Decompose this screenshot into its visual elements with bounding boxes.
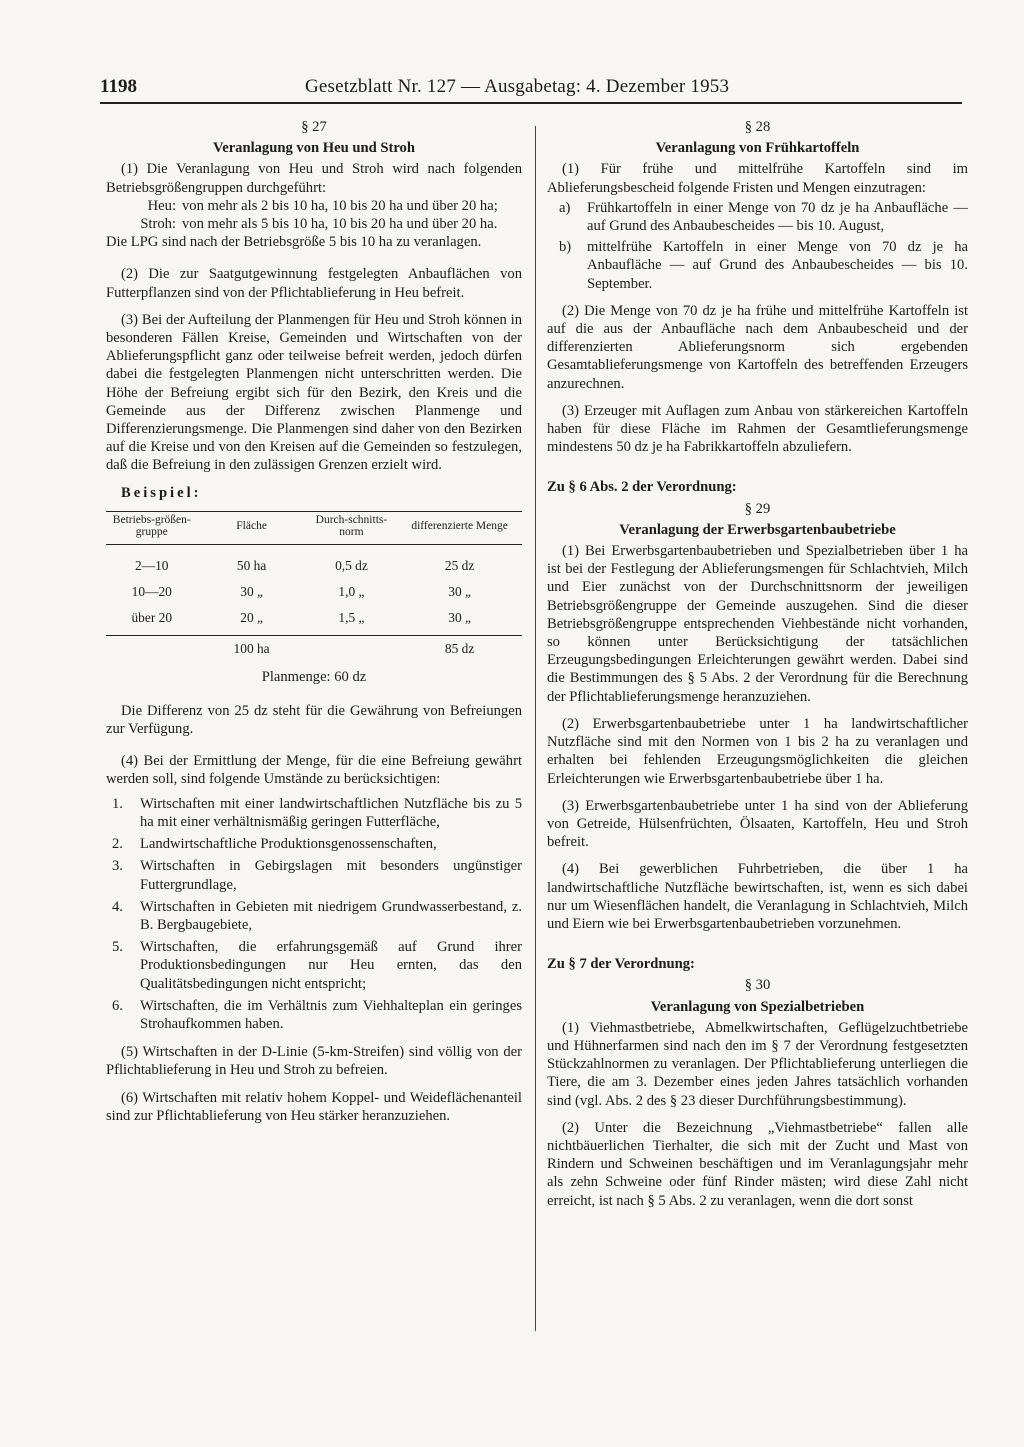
table-cell: 30 „ <box>448 584 471 600</box>
table-cell: 30 „ <box>397 606 522 636</box>
table-cell: 1,5 „ <box>306 606 398 636</box>
paragraph: (4) Bei der Ermittlung der Menge, für die eine Befreiung gewährt werden soll, sind folgende Umstände zu berücksichtigen: <box>106 753 522 788</box>
paragraph: (5) Wirtschaften in der D-Linie (5-km-Streifen) sind völlig von der Pflichtablieferung in Heu und Stroh zu befreien. <box>106 1044 522 1079</box>
example-label: Beispiel: <box>121 484 202 501</box>
section-number: § 29 <box>744 500 771 517</box>
list-item <box>547 238 968 293</box>
table-sum-row <box>106 636 522 664</box>
list-letter: b) <box>559 239 572 256</box>
list-number: 1. <box>112 795 123 812</box>
paragraph: Die Differenz von 25 dz steht für die Gewährung von Befreiungen zur Verfügung. <box>106 702 522 738</box>
page-number: 1198 <box>100 76 137 97</box>
table-header: Durch-schnitts-norm <box>306 511 398 544</box>
table-cell: 25 dz <box>444 557 475 573</box>
sum-menge: 85 dz <box>444 641 475 657</box>
definition-text: von mehr als 5 bis 10 ha, 10 bis 20 ha und über 20 ha. <box>182 216 498 233</box>
gazette-title: Gesetzblatt Nr. 127 — Ausgabetag: 4. Dezember 1953 <box>305 76 730 97</box>
paragraph: (6) Wirtschaften mit relativ hohem Koppel- und Weideflächenanteil sind zur Pflichtablieferung von Heu stärker heranzuziehen. <box>106 1089 522 1124</box>
section-number: § 28 <box>744 119 771 135</box>
table-cell: 30 „ <box>240 584 263 600</box>
list-item <box>106 857 522 893</box>
table-cell: 50 ha <box>236 557 267 573</box>
paragraph: (2) Die Menge von 70 dz je ha frühe und mittelfrühe Kartoffeln ist auf die aus der Anbaufläche nach dem Anbaubescheid und der differenzierten Ablieferungsnorm sich ergebenden Gesamtablieferungsmenge von Kartoffeln des betreffenden Erzeugers anzurechnen. <box>547 302 968 392</box>
list-text: Wirtschaften in Gebieten mit niedrigem Grundwasserbestand, z. B. Bergbaugebiete, <box>140 898 522 933</box>
list-text: Frühkartoffeln in einer Menge von 70 dz je ha Anbaufläche — auf Grund des Anbaubescheides — bis 10. August, <box>587 199 968 235</box>
section-number: § 30 <box>744 977 771 994</box>
list-number: 2. <box>112 836 123 853</box>
paragraph: (1) Viehmastbetriebe, Abmelkwirtschaften, Geflügelzuchtbetriebe und Hühnerfarmen sind nach den im § 7 der Verordnung festgesetzten Stückzahlnormen zu veranlagen. Der Pflichtablieferung unterliegen die Tiere, die am 3. Dezember eines jeden Jahres tatsächlich vorhanden sind (vgl. Abs. 2 des § 23 dieser Durchführungsbestimmung). <box>547 1019 968 1109</box>
paragraph: (2) Erwerbsgartenbaubetriebe unter 1 ha landwirtschaftlicher Nutzfläche sind mit den Normen von 1 bis 2 ha zu veranlagen und erhalten bei fehlenden Erzeugungsmöglichkeiten die gleichen Erleichterungen wie Erwerbsgartenbaubetriebe über 1 ha. <box>547 715 968 787</box>
list-item <box>106 835 522 853</box>
section-heading: Veranlagung von Frühkartoffeln <box>655 140 860 157</box>
definition-text: von mehr als 2 bis 10 ha, 10 bis 20 ha und über 20 ha; <box>182 197 498 214</box>
paragraph: (3) Erzeuger mit Auflagen zum Anbau von stärkereichen Kartoffeln haben für diese Fläche im Rahmen der Gesamtlieferungsmenge mindestens 50 dz je ha Fabrikkartoffeln abzuliefern. <box>547 402 968 456</box>
list-item <box>106 898 522 934</box>
paragraph: Die LPG sind nach der Betriebsgröße 5 bis 10 ha zu veranlagen. <box>106 234 482 251</box>
subheading: Zu § 7 der Verordnung: <box>547 956 695 973</box>
list-item <box>547 199 968 235</box>
planmenge: Planmenge: 60 dz <box>261 668 367 685</box>
table-row <box>106 606 522 636</box>
section-heading: Veranlagung von Heu und Stroh <box>213 140 415 157</box>
list-text: Wirtschaften, die im Verhältnis zum Viehhalteplan ein geringes Strohaufkommen haben. <box>140 997 522 1032</box>
list-number: 5. <box>112 939 123 956</box>
list-item <box>106 997 522 1033</box>
right-column <box>547 118 968 1219</box>
definition-stroh <box>106 215 522 233</box>
paragraph: (2) Die zur Saatgutgewinnung festgelegten Anbauflächen von Futterpflanzen sind von der Pflichtablieferung in Heu befreit. <box>106 266 522 301</box>
table-cell: 0,5 dz <box>335 557 368 573</box>
list-text: mittelfrühe Kartoffeln in einer Menge von 70 dz je ha Anbaufläche — auf Grund des Anbaubescheides — bis 10. September. <box>587 239 968 292</box>
definition-term: Stroh: <box>140 216 176 233</box>
paragraph: (1) Bei Erwerbsgartenbaubetrieben und Spezialbetrieben über 1 ha ist bei der Festlegung der Ablieferungsmengen für Schlachtvieh, Milch und Eier zunächst von der Durchschnittsnorm der jeweiligen Betriebsgrößengruppe der Gemeinde auszugehen. Sind die dieser Betriebsgrößengruppe entsprechenden Viehbestände nicht vorhanden, so können unter Berücksichtigung der tatsächlichen Erzeugungsbedingungen Erleichterungen gewährt werden. Dabei sind die Bestimmungen des § 5 Abs. 2 der Verordnung für die Berechnung der Pflichtablieferungsmenge heranzuziehen. <box>547 543 968 705</box>
list-text: Wirtschaften in Gebirgslagen mit besonders ungünstiger Futtergrundlage, <box>140 858 522 893</box>
paragraph: (3) Bei der Aufteilung der Planmengen für Heu und Stroh können in besonderen Fällen Kreise, Gemeinden und Wirtschaften von der Ablieferungspflicht ganz oder teilweise befreit werden, jedoch dürfen dabei die festgelegten Planmengen nicht unterschritten werden. Die Höhe der Befreiung ergibt sich für den Bezirk, den Kreis und die Gemeinde aus der Differenz zwischen Planmenge und Differenzierungsmenge. Die Planmengen sind daher von den Bezirken auf die Kreise und von den Kreisen auf die Gemeinden so festzulegen, daß die Befreiung in den zulässigen Grenzen erzielt wird. <box>106 311 522 474</box>
list-number: 3. <box>112 858 123 875</box>
table-row <box>106 544 522 580</box>
list-item <box>106 795 522 831</box>
list-letter: a) <box>559 199 571 216</box>
subheading: Zu § 6 Abs. 2 der Verordnung: <box>547 479 737 496</box>
sum-flaeche: 100 ha <box>233 641 270 657</box>
list-text: Wirtschaften, die erfahrungsgemäß auf Grund ihrer Produktionsbedingungen nur Heu ernten, das den Qualitätsbedingungen nicht entspricht; <box>140 939 522 992</box>
list-text: Landwirtschaftliche Produktionsgenossenschaften, <box>140 836 437 853</box>
table-header: Betriebs-größen-gruppe <box>106 511 198 544</box>
table-cell: über 20 <box>106 606 198 636</box>
table-row <box>106 580 522 606</box>
paragraph: (4) Bei gewerblichen Fuhrbetrieben, die über 1 ha landwirtschaftliche Nutzfläche bewirtschaften, ist, wenn es sich dabei nur um Wiesenflächen handelt, die Veranlagung in Schlachtvieh, Milch und Eiern wie bei Erwerbsgartenbaubetrieben vorzunehmen. <box>547 861 968 932</box>
paragraph: (1) Für frühe und mittelfrühe Kartoffeln sind im Ablieferungsbescheid folgende Fristen und Mengen einzutragen: <box>547 161 968 196</box>
example-table <box>106 511 522 664</box>
section-heading: Veranlagung von Spezialbetrieben <box>650 998 865 1015</box>
list-item <box>106 938 522 993</box>
table-header: Fläche <box>198 511 306 544</box>
table-cell: 20 „ <box>198 606 306 636</box>
left-column <box>106 118 522 1134</box>
column-divider <box>535 126 536 1331</box>
table-header: differenzierte Menge <box>397 511 522 544</box>
paragraph: (1) Die Veranlagung von Heu und Stroh wird nach folgenden Betriebsgrößengruppen durchgeführt: <box>106 161 522 196</box>
paragraph: (2) Unter die Bezeichnung „Viehmastbetriebe“ fallen alle nichtbäuerlichen Tierhalter, die sich mit der Zucht und Mast von Rindern und Schweinen beschäftigen und im Veranlagungsjahr mehr als zehn Schweine oder fünf Rinder mästen; wird diese Zahl nicht erreicht, ist nach § 5 Abs. 2 zu veranlagen, wenn die dort sonst <box>547 1119 968 1209</box>
section-heading: Veranlagung der Erwerbsgartenbaubetriebe <box>619 521 896 538</box>
paragraph: (3) Erwerbsgartenbaubetriebe unter 1 ha sind von der Ablieferung von Getreide, Hülsenfrüchten, Ölsaaten, Kartoffeln, Heu und Stroh befreit. <box>547 797 968 851</box>
table-cell: 10—20 <box>131 584 172 600</box>
list-text: Wirtschaften mit einer landwirtschaftlichen Nutzfläche bis zu 5 ha mit einer verhältnismäßig geringen Futterfläche, <box>140 795 522 830</box>
page-header <box>100 76 962 104</box>
section-number: § 27 <box>301 119 327 135</box>
definition-heu <box>106 197 522 215</box>
table-cell: 2—10 <box>135 557 169 573</box>
list-number: 4. <box>112 898 123 915</box>
list-number: 6. <box>112 997 123 1014</box>
table-cell: 1,0 „ <box>338 584 365 600</box>
definition-term: Heu: <box>147 197 176 214</box>
